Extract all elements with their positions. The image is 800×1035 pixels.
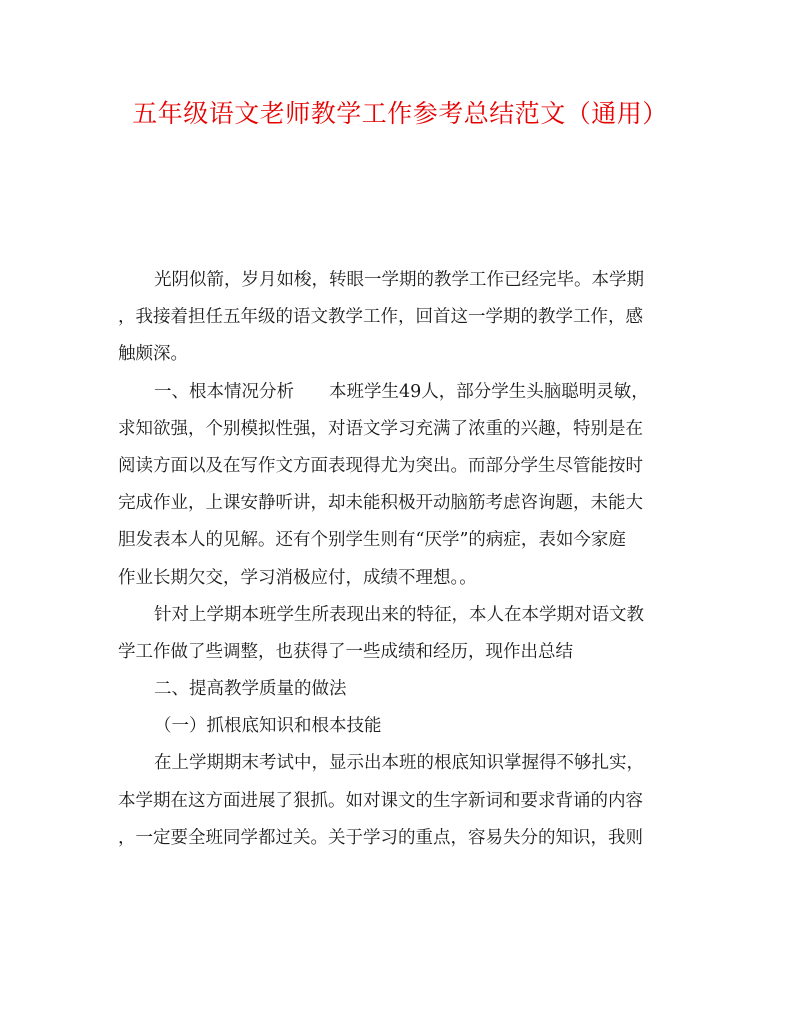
document-body xyxy=(118,262,684,857)
text-line: 阅读方面以及在写作文方面表现得尤为突出。而部分学生尽管能按时 xyxy=(118,455,643,476)
text-line: 光阴似箭，岁月如梭，转眼一学期的教学工作已经完毕。本学期 xyxy=(154,270,644,290)
text-line: 触颇深。 xyxy=(118,344,188,365)
subsection-heading: （一）抓根底知识和根本技能 xyxy=(154,716,382,737)
text-line: 完成作业，上课安静听讲，却未能积极开动脑筋考虑咨询题，未能大 xyxy=(118,493,643,514)
text-line: 胆发表本人的见解。还有个别学生则有“厌学”的病症，表如今家庭 xyxy=(118,530,626,551)
section-heading: 二、提高教学质量的做法 xyxy=(154,679,347,700)
text-line: 本学期在这方面进展了狠抓。如对课文的生字新词和要求背诵的内容 xyxy=(118,790,643,811)
text-line: 一、根本情况分析 本班学生49人，部分学生头脑聪明灵敏， xyxy=(154,381,649,402)
text-line: ，我接着担任五年级的语文教学工作，回首这一学期的教学工作，感 xyxy=(118,307,643,328)
text-line: 在上学期期末考试中，显示出本班的根底知识掌握得不够扎实， xyxy=(154,753,644,774)
text-line: 作业长期欠交，学习消极应付，成绩不理想。。 xyxy=(118,567,477,588)
text-line: ，一定要全班同学都过关。关于学习的重点，容易失分的知识，我则 xyxy=(118,827,643,848)
text-line: 求知欲强，个别模拟性强，对语文学习充满了浓重的兴趣，特别是在 xyxy=(118,418,643,439)
document-title: 五年级语文老师教学工作参考总结范文（通用） xyxy=(132,99,668,128)
text-line: 针对上学期本班学生所表现出来的特征，本人在本学期对语文教 xyxy=(154,604,644,625)
text-line: 学工作做了些调整，也获得了一些成绩和经历，现作出总结 xyxy=(118,641,573,662)
